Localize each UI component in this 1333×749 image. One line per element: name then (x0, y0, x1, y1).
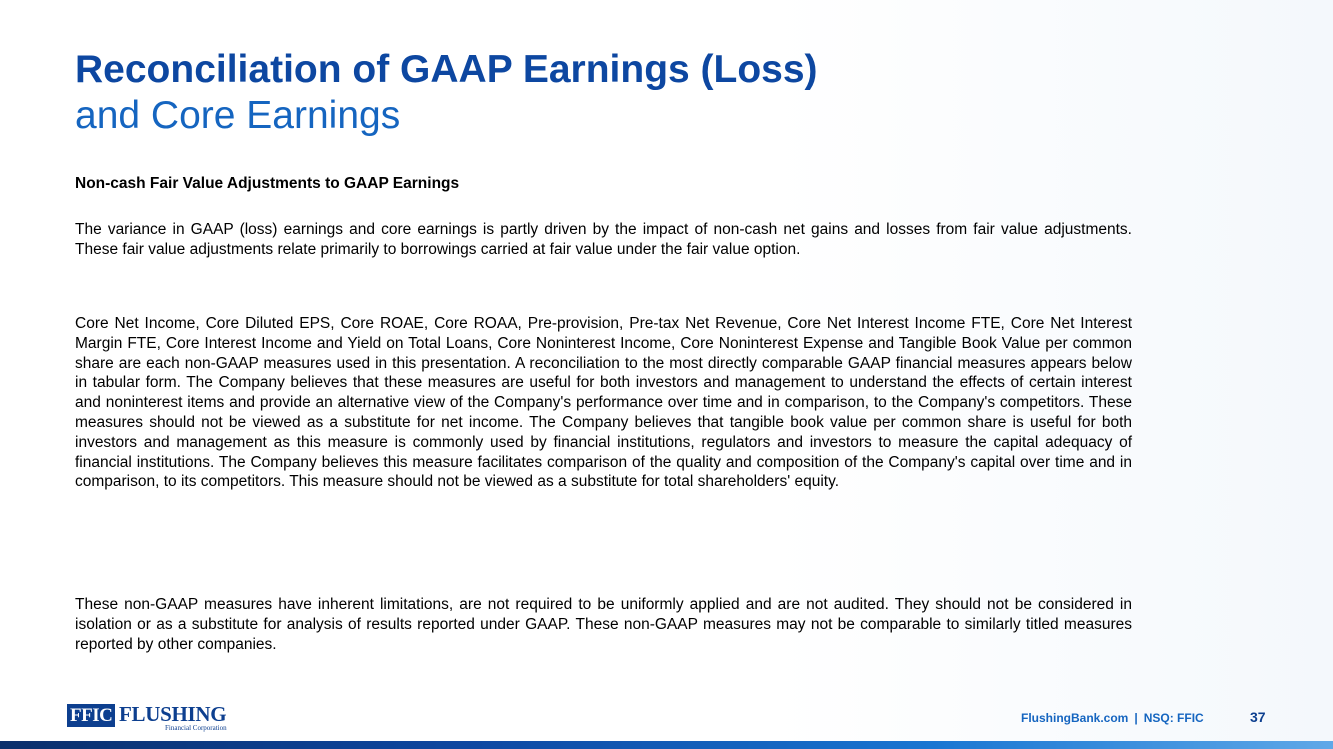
paragraph-non-gaap-measures: Core Net Income, Core Diluted EPS, Core ROAE, Core ROAA, Pre-provision, Pre-tax Net Revenue, Core Net Interest Income FTE, Core Net Interest Margin FTE, Core Interest Income and Yield on Total Loans, Core Noninterest Income, Core Noninterest Expense and Tangible Book Value per common share are each non-GAAP measures used in this presentation. A reconciliation to the most directly comparable GAAP financial measures appears below in tabular form. The Company believes that these measures are useful for both investors and management to understand the effects of certain interest and noninterest items and provide an alternative view of the Company's performance over time and in comparison, to the Company's competitors. These measures should not be viewed as a substitute for net income. The Company believes that tangible book value per common share is useful for both investors and management as this measure is commonly used by financial institutions, regulators and investors to measure the capital adequacy of financial institutions. The Company believes this measure facilitates comparison of the quality and composition of the Company's capital over time and in comparison, to its competitors. This measure should not be viewed as a substitute for total shareholders' equity. (75, 315, 1132, 491)
paragraph-limitations: These non-GAAP measures have inherent limitations, are not required to be uniformly applied and are not audited. They should not be considered in isolation or as a substitute for analysis of results reported under GAAP. These non-GAAP measures may not be comparable to similarly titled measures reported by other companies. (75, 596, 1132, 653)
flushing-logo (67, 702, 247, 736)
footer-website: FlushingBank.com (1021, 711, 1129, 725)
slide-title: Reconciliation of GAAP Earnings (Loss) (75, 48, 818, 91)
page-number: 37 (1250, 709, 1266, 725)
paragraph-fair-value: The variance in GAAP (loss) earnings and core earnings is partly driven by the impact of non-cash net gains and losses from fair value adjustments. These fair value adjustments relate primarily to borrowings carried at fair value under the fair value option. (75, 221, 1132, 258)
footer-separator: | (1134, 711, 1138, 725)
section-heading: Non-cash Fair Value Adjustments to GAAP Earnings (75, 175, 460, 192)
logo-tagline: Financial Corporation (165, 724, 227, 732)
logo-name: FLUSHING (119, 702, 227, 726)
slide-subtitle: and Core Earnings (75, 94, 401, 137)
footer (1021, 710, 1204, 726)
footer-ticker: NSQ: FFIC (1143, 711, 1204, 725)
bottom-accent-bar (0, 741, 1333, 749)
logo-mark: FFIC (67, 704, 115, 727)
